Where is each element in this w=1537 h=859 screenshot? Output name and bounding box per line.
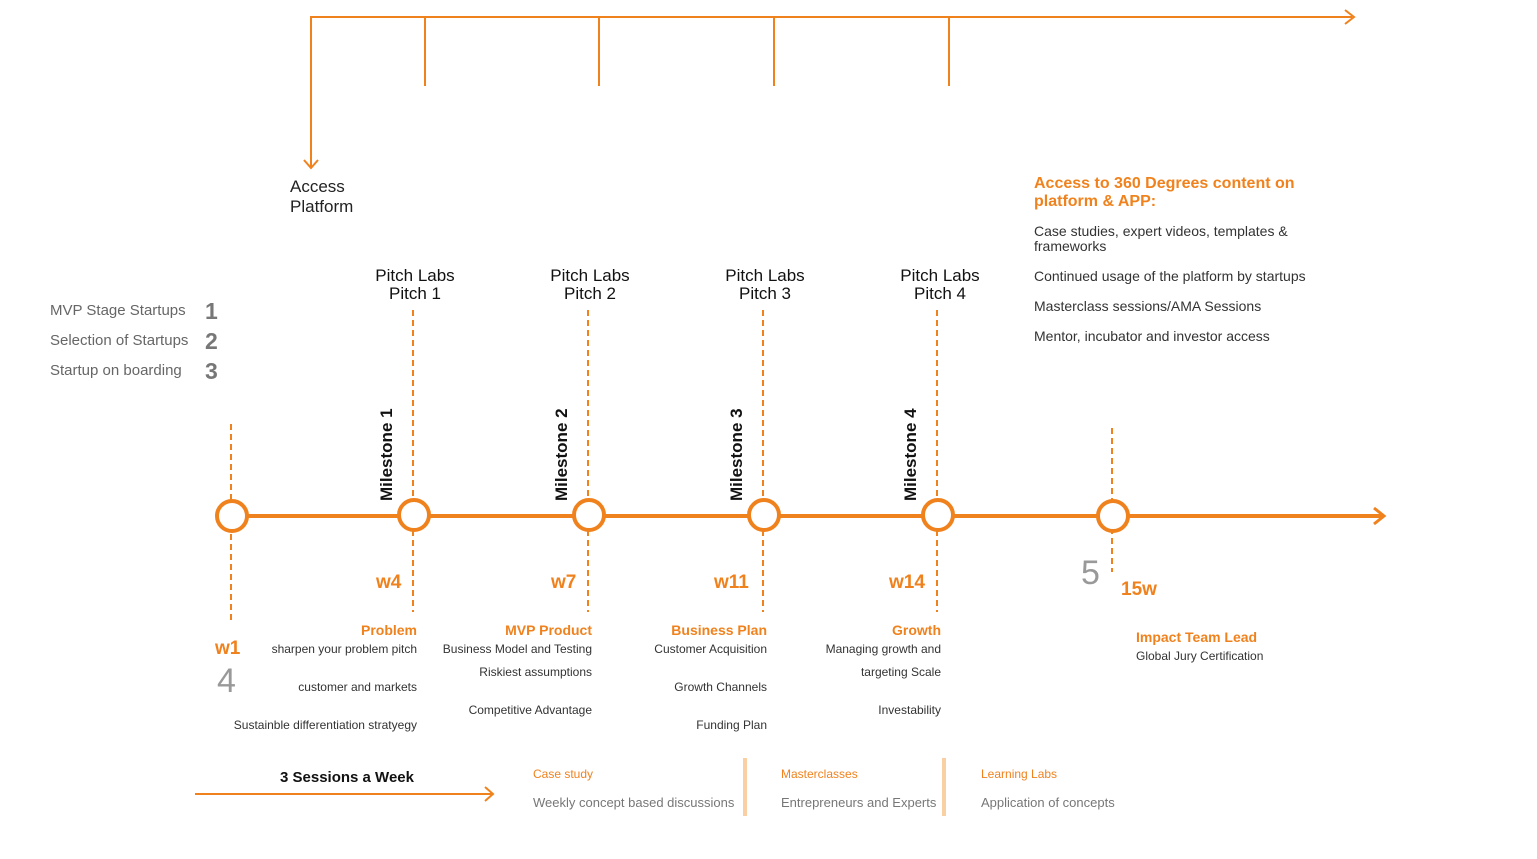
node-w14 — [923, 500, 953, 530]
step-label-3: Startup on boarding — [50, 362, 182, 379]
step-number-3: 3 — [205, 358, 218, 384]
phase-item: Competitive Advantage — [468, 703, 592, 717]
phase-item: Funding Plan — [696, 718, 767, 732]
phase-item: customer and markets — [298, 680, 417, 694]
session-title-masterclasses: Masterclasses — [781, 767, 858, 781]
node-w1 — [217, 501, 247, 531]
session-desc-learning-labs: Application of concepts — [981, 795, 1115, 810]
phase-mvp-product — [400, 622, 592, 717]
node-w7 — [574, 500, 604, 530]
week-label-w1: w1 — [215, 638, 241, 659]
node-w15 — [1098, 501, 1128, 531]
sessions-label: 3 Sessions a Week — [280, 769, 414, 786]
content-heading: Access to 360 Degrees content on platform & APP: — [1034, 175, 1295, 210]
phase-item: sharpen your problem pitch — [271, 642, 417, 656]
content-item: Case studies, expert videos, templates & frameworks — [1034, 223, 1288, 254]
step-number-5: 5 — [1081, 554, 1100, 592]
milestone-label-3: Milestone 3 — [727, 408, 746, 501]
step-label-2: Selection of Startups — [50, 332, 189, 349]
pitch-label-2: Pitch Labs Pitch 2 — [550, 266, 630, 303]
dashed-guides — [231, 310, 1112, 624]
phase-item: Riskiest assumptions — [479, 665, 592, 679]
top-bracket — [304, 10, 1354, 168]
node-w4 — [399, 500, 429, 530]
session-title-case-study: Case study — [533, 767, 594, 781]
impact-subtitle: Global Jury Certification — [1136, 649, 1264, 663]
phase-title: MVP Product — [505, 622, 592, 638]
pitch-label-1: Pitch Labs Pitch 1 — [375, 266, 455, 303]
phase-item: Growth Channels — [674, 680, 767, 694]
phase-item: Customer Acquisition — [654, 642, 767, 656]
phase-title: Growth — [892, 622, 941, 638]
access-platform-label: Access Platform — [290, 177, 354, 216]
week-label-w11: w11 — [714, 572, 749, 593]
content-item: Masterclass sessions/AMA Sessions — [1034, 298, 1262, 314]
phase-title: Business Plan — [671, 622, 767, 638]
content-item: Mentor, incubator and investor access — [1034, 328, 1270, 344]
pitch-label-3: Pitch Labs Pitch 3 — [725, 266, 805, 303]
impact-title: Impact Team Lead — [1136, 629, 1258, 645]
phase-item: Sustainble differentiation stratyegy — [233, 718, 417, 732]
pitch-label-4: Pitch Labs Pitch 4 — [900, 266, 980, 303]
content-item: Continued usage of the platform by startups — [1034, 268, 1306, 284]
phase-item: Investability — [878, 703, 941, 717]
step-number-4: 4 — [217, 662, 236, 700]
phase-growth — [780, 622, 941, 717]
milestone-label-1: Milestone 1 — [377, 408, 396, 501]
phase-title: Problem — [360, 622, 417, 638]
session-desc-masterclasses: Entrepreneurs and Experts — [781, 795, 937, 810]
session-title-learning-labs: Learning Labs — [981, 767, 1058, 781]
node-w11 — [749, 500, 779, 530]
week-label-w14: w14 — [889, 572, 925, 593]
milestone-label-2: Milestone 2 — [552, 408, 571, 501]
phase-item: Business Model and Testing — [442, 642, 592, 656]
session-desc-case-study: Weekly concept based discussions — [533, 795, 735, 810]
week-label-w15: 15w — [1121, 579, 1157, 600]
step-number-1: 1 — [205, 298, 218, 324]
phase-business-plan — [600, 622, 767, 732]
phase-item: targeting Scale — [860, 665, 941, 679]
sessions-arrow — [195, 787, 493, 801]
step-label-1: MVP Stage Startups — [50, 302, 186, 319]
phase-item: Managing growth and — [825, 642, 941, 656]
milestone-label-4: Milestone 4 — [901, 408, 920, 501]
step-number-2: 2 — [205, 328, 218, 354]
week-label-w4: w4 — [376, 572, 402, 593]
week-label-w7: w7 — [551, 572, 577, 593]
